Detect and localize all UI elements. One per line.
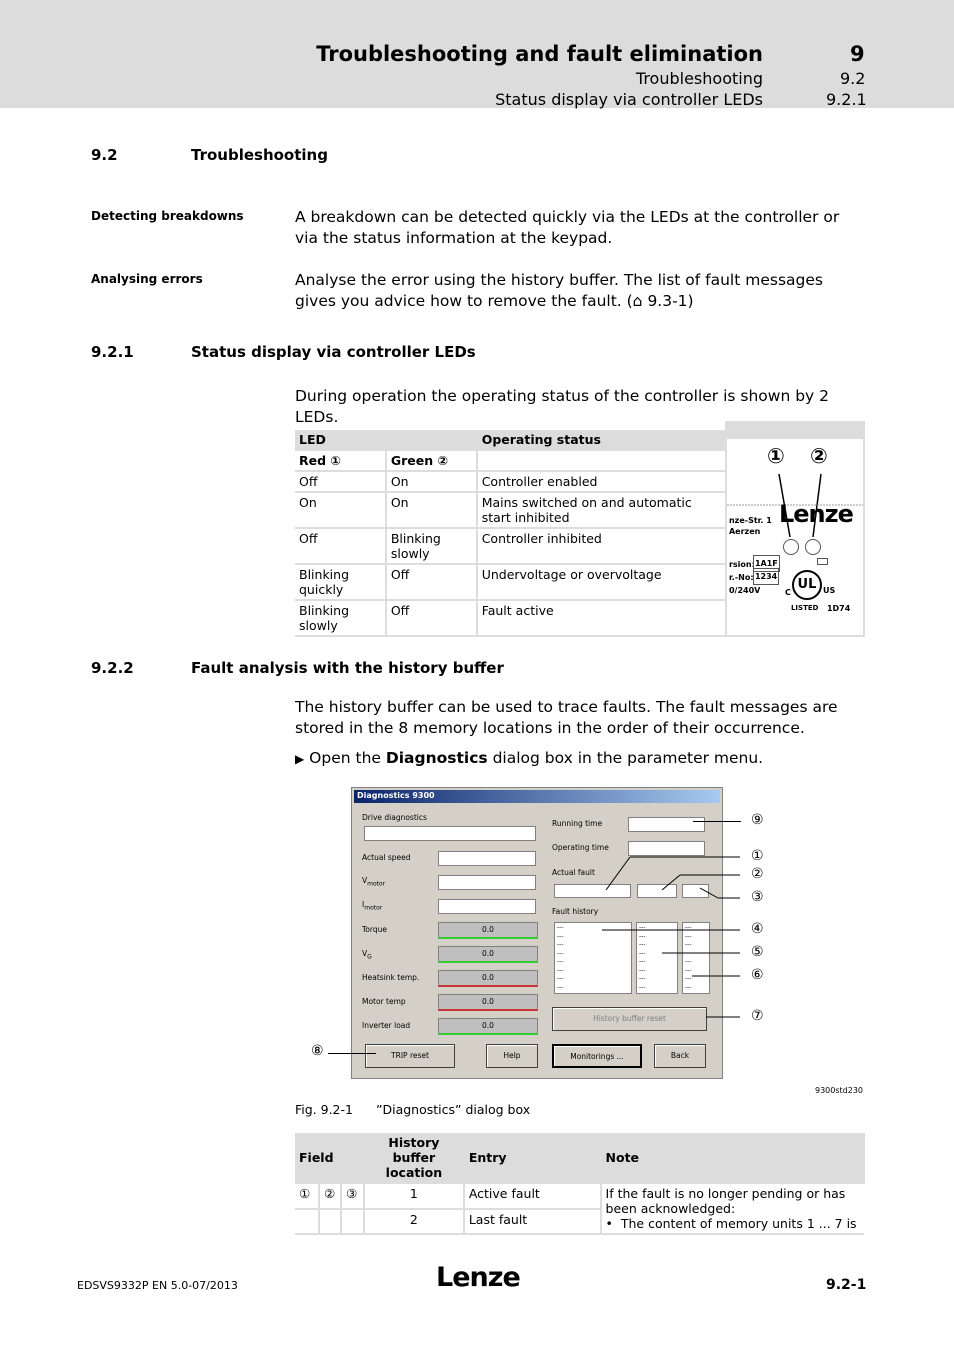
inverter-load-bar: 0.0 xyxy=(438,1018,538,1035)
callout-1: ① xyxy=(751,848,764,864)
cell-red: Blinking slowly xyxy=(295,600,386,636)
bullet-text-post: dialog box in the parameter menu. xyxy=(487,749,764,767)
th-location: History buffer location xyxy=(364,1133,464,1183)
paragraph-history: The history buffer can be used to trace faults. The fault messages are stored in the 8 memory locations in the order of their occurrence. xyxy=(295,698,838,737)
footer-document-id: EDSVS9332P EN 5.0-07/2013 xyxy=(77,1279,238,1292)
torque-bar: 0.0 xyxy=(438,922,538,939)
cell-entry: Active fault xyxy=(464,1183,601,1209)
callout-9: ⑨ xyxy=(751,812,764,828)
listed: LISTED xyxy=(790,604,819,612)
callout-7: ⑦ xyxy=(751,1008,764,1024)
subsection-title: Status display via controller LEDs xyxy=(191,343,476,361)
inverter-load-label: Inverter load xyxy=(362,1021,411,1030)
cell-status: Fault active xyxy=(477,600,726,636)
led-table xyxy=(295,421,865,637)
drive-diagnostics-label: Drive diagnostics xyxy=(362,813,427,822)
cell-green: Off xyxy=(386,564,477,600)
controller-front-image xyxy=(727,439,863,625)
monitorings-button[interactable]: Monitorings ... xyxy=(552,1044,642,1068)
heatsink-bar: 0.0 xyxy=(438,970,538,987)
label-line1: nze-Str. 1 xyxy=(728,516,772,525)
cell-status: Undervoltage or overvoltage xyxy=(477,564,726,600)
chapter-number: 9 xyxy=(850,42,865,66)
paragraph-detecting: A breakdown can be detected quickly via the LEDs at the controller or via the status information at the keypad. xyxy=(295,208,840,247)
actual-fault-label: Actual fault xyxy=(552,868,595,877)
bullet-text-pre: Open the xyxy=(309,749,386,767)
subsection-title-header: Status display via controller LEDs xyxy=(495,90,763,109)
led-green xyxy=(805,539,821,555)
torque-label: Torque xyxy=(362,925,387,934)
callout-2: ② xyxy=(809,444,828,468)
cell-note xyxy=(601,1183,864,1234)
callout-3: ③ xyxy=(751,889,764,905)
label-line5: 0/240V xyxy=(728,586,761,595)
th-entry: Entry xyxy=(464,1133,601,1183)
callout-leaders xyxy=(600,850,750,1030)
fault-history-list-1[interactable]: --- --- --- --- --- --- --- --- xyxy=(554,922,632,994)
figure-id: 9300std230 xyxy=(815,1086,864,1095)
callout-2: ② xyxy=(751,866,764,882)
subsection-number-2: 9.2.2 xyxy=(91,659,134,677)
th-field: Field xyxy=(295,1133,364,1183)
figure-caption: ”Diagnostics” dialog box xyxy=(376,1102,531,1117)
heatsink-label: Heatsink temp. xyxy=(362,973,420,982)
callout-5: ⑤ xyxy=(751,944,764,960)
operating-time-label: Operating time xyxy=(552,843,609,852)
callout-6: ⑥ xyxy=(751,967,764,983)
label-line3: rsion: xyxy=(728,560,755,569)
th-red: Red ① xyxy=(295,450,386,471)
footer-page-number: 9.2-1 xyxy=(826,1277,867,1293)
cell-red: Off xyxy=(295,471,386,492)
actual-speed-field[interactable] xyxy=(438,851,536,866)
cell-status: Mains switched on and automatic start inhibited xyxy=(477,492,726,528)
subsection-number: 9.2.1 xyxy=(91,343,134,361)
label-line3b: 1A1F xyxy=(753,555,780,572)
cell-entry: Last fault xyxy=(464,1209,601,1235)
cell-green: On xyxy=(386,492,477,528)
paragraph-analysing: Analyse the error using the history buffer. The list of fault messages gives you advice how to remove the fault. (⌂ 9.3-1) xyxy=(295,271,823,310)
cell-field-2: ② xyxy=(319,1183,341,1209)
arrow-icon: ▶ xyxy=(295,752,305,766)
bullet-open-diagnostics xyxy=(295,748,865,770)
cell-field-1: ① xyxy=(295,1183,319,1209)
history-buffer-reset-button[interactable]: History buffer reset xyxy=(552,1007,707,1031)
back-button[interactable]: Back xyxy=(654,1044,706,1068)
th-note: Note xyxy=(601,1133,864,1183)
led-red xyxy=(783,539,799,555)
label-line4: r.-No: xyxy=(728,573,754,582)
paragraph-led-intro: During operation the operating status of the controller is shown by 2 LEDs. xyxy=(295,387,830,426)
section-title: Troubleshooting xyxy=(191,146,328,164)
subsection-number-header: 9.2.1 xyxy=(826,90,867,109)
label-line4b: 1234 xyxy=(753,568,779,585)
fault-history-list-2[interactable]: --- --- --- --- --- --- --- --- xyxy=(636,922,678,994)
help-button[interactable]: Help xyxy=(486,1044,538,1068)
cell-red: Off xyxy=(295,528,386,564)
ul-c: C xyxy=(784,588,791,597)
vg-label: $V_G$ xyxy=(362,949,372,961)
table-row xyxy=(295,1183,864,1209)
running-time-field[interactable] xyxy=(628,817,705,832)
v-motor-label: $V_{motor}$ xyxy=(362,876,386,888)
history-table xyxy=(295,1133,865,1235)
chapter-title: Troubleshooting and fault elimination xyxy=(316,42,763,66)
cell-field-3: ③ xyxy=(341,1183,364,1209)
note-text: If the fault is no longer pending or has been acknowledged: xyxy=(605,1186,846,1216)
cell-green: Off xyxy=(386,600,477,636)
actual-speed-label: Actual speed xyxy=(362,853,411,862)
trip-reset-button[interactable]: TRIP reset xyxy=(365,1044,455,1068)
history-table-wrap xyxy=(295,1133,865,1231)
side-label-detecting: Detecting breakdowns xyxy=(91,209,244,223)
section-number: 9.2 xyxy=(91,146,118,164)
fault-history-label: Fault history xyxy=(552,907,599,916)
vg-bar: 0.0 xyxy=(438,946,538,963)
motor-temp-bar: 0.0 xyxy=(438,994,538,1011)
i-motor-field[interactable] xyxy=(438,899,536,914)
cell-red: On xyxy=(295,492,386,528)
connector xyxy=(817,558,828,565)
label-line2: Aerzen xyxy=(728,527,761,536)
callout-4: ④ xyxy=(751,921,764,937)
cell-status: Controller inhibited xyxy=(477,528,726,564)
cell-red: Blinking quickly xyxy=(295,564,386,600)
th-green: Green ② xyxy=(386,450,477,471)
dialog-title: Diagnostics 9300 xyxy=(354,790,720,803)
cell-location: 2 xyxy=(364,1209,464,1235)
ul-mark: UL xyxy=(792,570,822,600)
callout-1: ① xyxy=(766,444,785,468)
section-title-header: Troubleshooting xyxy=(635,69,763,88)
cell-green: Blinking slowly xyxy=(386,528,477,564)
fault-history-list-3[interactable]: --- --- --- --- --- --- --- --- xyxy=(682,922,710,994)
leader-8 xyxy=(328,1053,376,1054)
cell-green: On xyxy=(386,471,477,492)
listed-number: 1D74 xyxy=(826,604,851,613)
subsection-title-2: Fault analysis with the history buffer xyxy=(191,659,504,677)
callout-8: ⑧ xyxy=(311,1043,324,1059)
running-time-label: Running time xyxy=(552,819,603,828)
note-bullet: • The content of memory units 1 ... 7 is xyxy=(605,1216,857,1231)
i-motor-label: $I_{motor}$ xyxy=(362,900,383,912)
cell-status: Controller enabled xyxy=(477,471,726,492)
section-number-header: 9.2 xyxy=(840,69,866,88)
lenze-logo-device: Lenze xyxy=(778,500,853,528)
motor-temp-label: Motor temp xyxy=(362,997,406,1006)
th-status: Operating status xyxy=(477,430,726,450)
leader-9 xyxy=(693,821,741,822)
th-led: LED xyxy=(295,430,477,450)
cell-location: 1 xyxy=(364,1183,464,1209)
bullet-text-bold: Diagnostics xyxy=(385,749,488,767)
figure-number: Fig. 9.2-1 xyxy=(295,1102,353,1117)
v-motor-field[interactable] xyxy=(438,875,536,890)
drive-diagnostics-field[interactable] xyxy=(364,826,536,841)
side-label-analysing: Analysing errors xyxy=(91,272,203,286)
ul-us: US xyxy=(822,586,836,595)
footer-lenze-logo: Lenze xyxy=(436,1262,520,1293)
led-image-cell xyxy=(726,430,864,636)
